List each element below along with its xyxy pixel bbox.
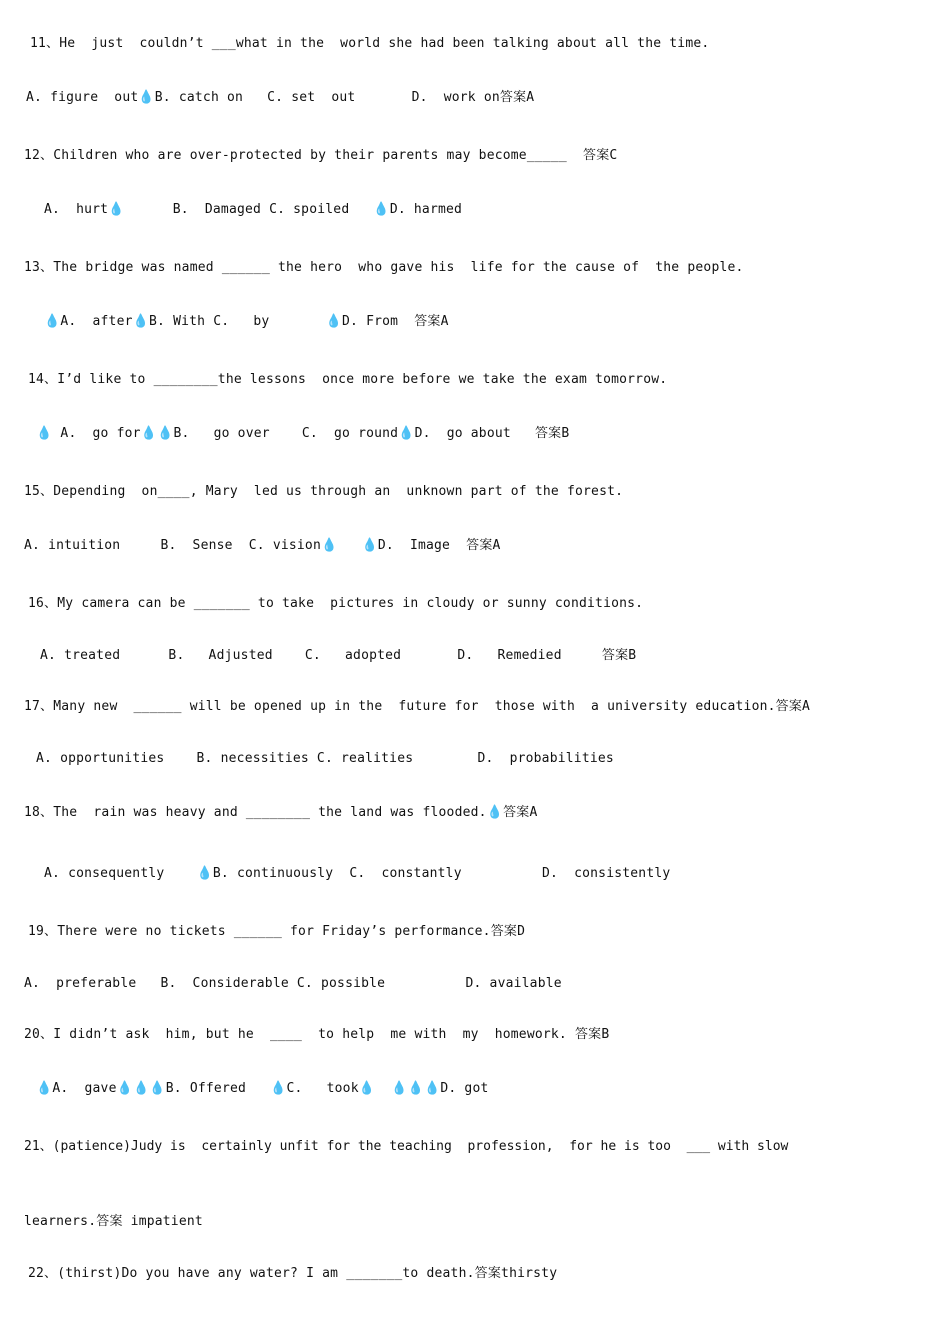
- q21-stem: 21、(patience)Judy is certainly unfit for the teaching profession, for he is too ___ with slow: [24, 1139, 789, 1154]
- q18-stem: 18、The rain was heavy and ________ the land was flooded.💧答案A: [24, 805, 538, 820]
- q15-stem: 15、Depending on____, Mary led us through an unknown part of the forest.: [24, 484, 624, 499]
- q17-stem: 17、Many new ______ will be opened up in the future for those with a university education.答案A: [24, 699, 811, 714]
- q12-options: A. hurt💧 B. Damaged C. spoiled 💧D. harmed: [44, 202, 463, 217]
- q19-stem: 19、There were no tickets ______ for Friday’s performance.答案D: [28, 924, 526, 939]
- q17-options: A. opportunities B. necessities C. realities D. probabilities: [36, 751, 614, 766]
- q15-options: A. intuition B. Sense C. vision💧 💧D. Image 答案A: [24, 538, 501, 553]
- q20-options: 💧A. gave💧💧💧B. Offered 💧C. took💧 💧💧💧D. got: [36, 1081, 489, 1096]
- q12-stem: 12、Children who are over-protected by their parents may become_____ 答案C: [24, 148, 618, 163]
- q14-options: 💧 A. go for💧💧B. go over C. go round💧D. go about 答案B: [36, 426, 570, 441]
- q13-options: 💧A. after💧B. With C. by 💧D. From 答案A: [44, 314, 449, 329]
- q16-stem: 16、My camera can be _______ to take pictures in cloudy or sunny conditions.: [28, 596, 644, 611]
- q11-options: A. figure out💧B. catch on C. set out D. work on答案A: [26, 90, 535, 105]
- q11-stem: 11、He just couldn’t ___what in the world she had been talking about all the time.: [30, 36, 710, 51]
- q13-stem: 13、The bridge was named ______ the hero who gave his life for the cause of the people.: [24, 260, 744, 275]
- q21-continuation: learners.答案 impatient: [24, 1214, 203, 1229]
- q20-stem: 20、I didn’t ask him, but he ____ to help me with my homework. 答案B: [24, 1027, 610, 1042]
- q19-options: A. preferable B. Considerable C. possible D. available: [24, 976, 562, 991]
- q16-options: A. treated B. Adjusted C. adopted D. Remedied 答案B: [40, 648, 637, 663]
- q18-options: A. consequently 💧B. continuously C. constantly D. consistently: [44, 866, 671, 881]
- q22-stem: 22、(thirst)Do you have any water? I am _______to death.答案thirsty: [28, 1266, 558, 1281]
- q14-stem: 14、I’d like to ________the lessons once more before we take the exam tomorrow.: [28, 372, 668, 387]
